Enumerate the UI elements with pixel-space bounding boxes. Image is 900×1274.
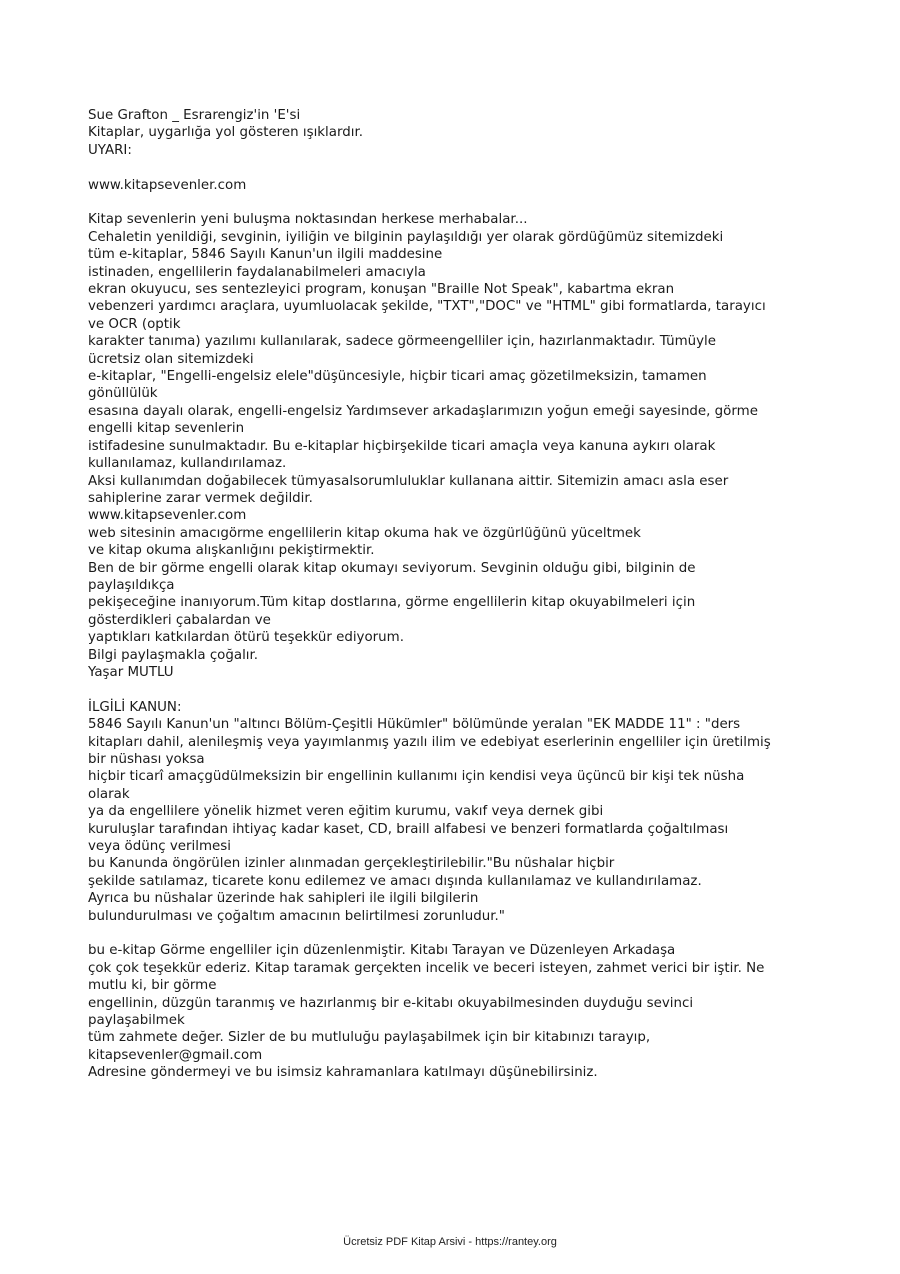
notice-line: ücretsiz olan sitemizdeki: [88, 351, 254, 367]
law-block: [88, 699, 818, 943]
notice-line: paylaşıldıkça: [88, 577, 175, 593]
motto: Kitaplar, uygarlığa yol gösteren ışıklardır.: [88, 125, 363, 141]
notice-line: Bilgi paylaşmakla çoğalır.: [88, 647, 259, 663]
law-line: ya da engellilere yönelik hizmet veren eğitim kurumu, vakıf veya dernek gibi: [88, 804, 604, 820]
thanks-line: paylaşabilmek: [88, 1013, 185, 1029]
website-link: www.kitapsevenler.com: [88, 177, 247, 193]
thanks-line: çok çok teşekkür ederiz. Kitap taramak gerçekten incelik ve beceri isteyen, zahmet verici bir iştir. Ne: [88, 960, 765, 976]
law-line: şekilde satılamaz, ticarete konu edilemez ve amacı dışında kullanılamaz ve kullandırılamaz.: [88, 873, 702, 889]
thanks-line: mutlu ki, bir görme: [88, 978, 217, 994]
notice-line: gösterdikleri çabalardan ve: [88, 612, 271, 628]
header-block: [88, 107, 818, 211]
notice-block: [88, 211, 818, 698]
notice-line: kullanılamaz, kullandırılamaz.: [88, 456, 287, 472]
law-line: olarak: [88, 786, 130, 802]
law-heading: İLGİLİ KANUN:: [88, 699, 182, 715]
thanks-line: Adresine göndermeyi ve bu isimsiz kahramanlara katılmayı düşünebilirsiniz.: [88, 1065, 598, 1081]
law-line: 5846 Sayılı Kanun'un "altıncı Bölüm-Çeşitli Hükümler" bölümünde yeralan "EK MADDE 11" : "ders: [88, 717, 741, 733]
notice-line: web sitesinin amacıgörme engellilerin kitap okuma hak ve özgürlüğünü yüceltmek: [88, 525, 641, 541]
law-line: bir nüshası yoksa: [88, 751, 205, 767]
spacer: [88, 681, 818, 698]
contact-email: kitapsevenler@gmail.com: [88, 1047, 263, 1063]
notice-line: esasına dayalı olarak, engelli-engelsiz Yardımsever arkadaşlarımızın yoğun emeği sayesinde, görme: [88, 403, 758, 419]
spacer: [88, 194, 818, 211]
notice-line: e-kitaplar, "Engelli-engelsiz elele"düşüncesiyle, hiçbir ticari amaç gözetilmeksizin, tamamen: [88, 369, 707, 385]
notice-line: yaptıkları katkılardan ötürü teşekkür ediyorum.: [88, 630, 404, 646]
notice-line: ve kitap okuma alışkanlığını pekiştirmektir.: [88, 543, 375, 559]
notice-line: vebenzeri yardımcı araçlara, uyumluolacak şekilde, "TXT","DOC" ve "HTML" gibi formatlarda, tarayıcı: [88, 299, 766, 315]
notice-line: pekişeceğine inanıyorum.Tüm kitap dostlarına, görme engellilerin kitap okuyabilmeleri için: [88, 595, 696, 611]
book-title: Sue Grafton _ Esrarengiz'in 'E'si: [88, 108, 301, 123]
notice-line: tüm e-kitaplar, 5846 Sayılı Kanun'un ilgili maddesine: [88, 247, 443, 263]
warning-label: UYARI:: [88, 142, 132, 158]
notice-line: istinaden, engellilerin faydalanabilmeleri amacıyla: [88, 264, 426, 280]
spacer: [88, 159, 818, 176]
page-footer: Ücretsiz PDF Kitap Arsivi - https://rantey.org: [343, 1236, 557, 1248]
signature-name: Yaşar MUTLU: [88, 664, 174, 680]
notice-line: gönüllülük: [88, 386, 158, 402]
notice-line: Cehaletin yenildiği, sevginin, iyiliğin ve bilginin paylaşıldığı yer olarak gördüğümüz sitemizdeki: [88, 229, 724, 245]
law-line: bulundurulması ve çoğaltım amacının belirtilmesi zorunludur.": [88, 908, 505, 924]
notice-line: www.kitapsevenler.com: [88, 508, 247, 524]
notice-line: ekran okuyucu, ses sentezleyici program, konuşan "Braille Not Speak", kabartma ekran: [88, 282, 675, 298]
notice-line: engelli kitap sevenlerin: [88, 421, 245, 437]
notice-line: karakter tanıma) yazılımı kullanılarak, sadece görmeengelliler için, hazırlanmaktadır. Tümüyle: [88, 334, 717, 350]
law-line: veya ödünç verilmesi: [88, 839, 231, 855]
notice-line: Aksi kullanımdan doğabilecek tümyasalsorumluluklar kullanana aittir. Sitemizin amacı asla eser: [88, 473, 729, 489]
notice-line: sahiplerine zarar vermek değildir.: [88, 490, 313, 506]
thanks-block: [88, 942, 818, 1081]
notice-line: istifadesine sunulmaktadır. Bu e-kitaplar hiçbirşekilde ticari amaçla veya kanuna aykırı olarak: [88, 438, 716, 454]
thanks-line: tüm zahmete değer. Sizler de bu mutluluğu paylaşabilmek için bir kitabınızı tarayıp,: [88, 1030, 651, 1046]
law-line: bu Kanunda öngörülen izinler alınmadan gerçekleştirilebilir."Bu nüshalar hiçbir: [88, 856, 615, 872]
thanks-line: bu e-kitap Görme engelliler için düzenlenmiştir. Kitabı Tarayan ve Düzenleyen Arkadaşa: [88, 943, 676, 959]
notice-line: Kitap sevenlerin yeni buluşma noktasından herkese merhabalar...: [88, 212, 528, 228]
thanks-line: engellinin, düzgün taranmış ve hazırlanmış bir e-kitabı okuyabilmesinden duyduğu sevinci: [88, 995, 694, 1011]
spacer: [88, 925, 818, 942]
notice-line: Ben de bir görme engelli olarak kitap okumayı seviyorum. Sevginin olduğu gibi, bilginin de: [88, 560, 696, 576]
document-page: [88, 107, 818, 1082]
law-line: Ayrıca bu nüshalar üzerinde hak sahipleri ile ilgili bilgilerin: [88, 891, 479, 907]
law-line: kuruluşlar tarafından ihtiyaç kadar kaset, CD, braill alfabesi ve benzeri formatlarda çoğaltılması: [88, 821, 729, 837]
notice-line: ve OCR (optik: [88, 316, 181, 332]
law-line: hiçbir ticarî amaçgüdülmeksizin bir engellinin kullanımı için kendisi veya üçüncü bir kişi tek nüsha: [88, 769, 745, 785]
law-line: kitapları dahil, alenileşmiş veya yayımlanmış yazılı ilim ve edebiyat eserlerinin engelliler için üretilmiş: [88, 734, 771, 750]
